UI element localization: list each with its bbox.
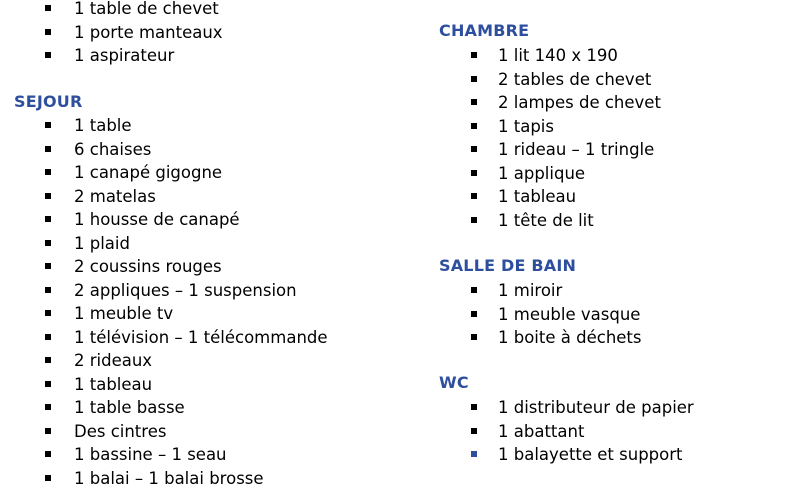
right-column <box>425 0 800 480</box>
list-item-text: Des cintres <box>74 421 167 441</box>
square-bullet-icon <box>45 428 51 434</box>
list-item-text: 1 canapé gigogne <box>74 163 223 182</box>
list-item <box>0 208 430 231</box>
square-bullet-icon <box>45 193 51 199</box>
square-bullet-icon <box>471 334 477 340</box>
list-item <box>425 279 800 302</box>
section-heading-wc: WC <box>439 373 469 392</box>
square-bullet-icon <box>471 451 477 457</box>
square-bullet-icon <box>45 310 51 316</box>
list-item <box>0 114 430 137</box>
square-bullet-icon <box>45 122 51 128</box>
list-item <box>0 279 430 302</box>
list-item-text: 1 tableau <box>74 374 153 394</box>
list-item <box>0 255 430 278</box>
list-item-text: 2 rideaux <box>74 351 153 370</box>
list-item-text: 1 meuble tv <box>74 304 174 323</box>
list-item-text: 2 coussins rouges <box>74 257 222 276</box>
list-item <box>425 68 800 91</box>
square-bullet-icon <box>45 169 51 175</box>
list-item-text: 1 bassine – 1 seau <box>74 445 227 464</box>
square-bullet-icon <box>45 263 51 269</box>
list-item <box>425 115 800 138</box>
list-item-text: 1 table <box>74 116 132 135</box>
section-heading-salle-de-bain: SALLE DE BAIN <box>439 256 577 275</box>
list-item <box>0 21 430 44</box>
list-item <box>0 44 430 67</box>
list-item <box>0 420 430 443</box>
square-bullet-icon <box>471 99 477 105</box>
square-bullet-icon <box>45 357 51 363</box>
list-item-text: 1 tableau <box>498 187 577 206</box>
list-item-text: 1 tapis <box>498 116 554 136</box>
list-item <box>0 373 430 396</box>
list-item <box>425 396 800 419</box>
list-item <box>0 138 430 161</box>
square-bullet-icon <box>471 287 477 293</box>
square-bullet-icon <box>471 52 477 58</box>
list-item-text: 1 télévision – 1 télécommande <box>74 327 328 347</box>
list-item <box>0 161 430 184</box>
list-item <box>0 232 430 255</box>
list-item <box>425 138 800 161</box>
list-item-text: 1 aspirateur <box>74 46 175 65</box>
list-item <box>425 420 800 443</box>
square-bullet-icon <box>45 404 51 410</box>
list-item-text: 1 meuble vasque <box>498 304 641 324</box>
list-item <box>425 209 800 232</box>
list-item <box>425 185 800 208</box>
list-item-text: 2 lampes de chevet <box>498 93 661 112</box>
list-item-text: 2 appliques – 1 suspension <box>74 280 297 300</box>
list-item-text: 1 balai – 1 balai brosse <box>74 468 264 488</box>
list-item-text: 1 applique <box>498 163 586 183</box>
square-bullet-icon <box>45 287 51 293</box>
square-bullet-icon <box>471 76 477 82</box>
square-bullet-icon <box>45 52 51 58</box>
list-item-text: 2 matelas <box>74 186 156 206</box>
square-bullet-icon <box>45 146 51 152</box>
square-bullet-icon <box>471 404 477 410</box>
square-bullet-icon <box>45 240 51 246</box>
list-item <box>0 443 430 466</box>
list-item-text: 1 abattant <box>498 421 585 441</box>
list-item-text: 1 tête de lit <box>498 210 594 230</box>
list-item <box>0 0 430 20</box>
square-bullet-icon <box>45 216 51 222</box>
square-bullet-icon <box>45 5 51 11</box>
list-item-text: 1 table basse <box>74 398 185 417</box>
list-item-text: 1 miroir <box>498 281 563 300</box>
square-bullet-icon <box>471 123 477 129</box>
square-bullet-icon <box>471 170 477 176</box>
list-item <box>0 326 430 349</box>
list-item <box>425 443 800 466</box>
list-item-text: 1 housse de canapé <box>74 210 240 229</box>
square-bullet-icon <box>471 217 477 223</box>
list-item <box>425 162 800 185</box>
list-item-text: 1 lit 140 x 190 <box>498 46 618 65</box>
list-item-text: 2 tables de chevet <box>498 69 652 89</box>
square-bullet-icon <box>45 334 51 340</box>
list-item <box>425 326 800 349</box>
square-bullet-icon <box>45 451 51 457</box>
square-bullet-icon <box>45 29 51 35</box>
list-item-text: 1 table de chevet <box>74 0 219 18</box>
list-item <box>0 396 430 419</box>
list-item <box>425 44 800 67</box>
list-item-text: 1 porte manteaux <box>74 22 223 42</box>
list-item-text: 1 boite à déchets <box>498 328 642 347</box>
square-bullet-icon <box>45 381 51 387</box>
list-item <box>0 349 430 372</box>
list-item <box>0 185 430 208</box>
square-bullet-icon <box>471 146 477 152</box>
list-item-text: 1 rideau – 1 tringle <box>498 140 655 159</box>
list-item <box>425 91 800 114</box>
list-item-text: 1 balayette et support <box>498 445 683 464</box>
list-item <box>425 303 800 326</box>
list-item-text: 6 chaises <box>74 139 152 159</box>
section-heading-sejour: SEJOUR <box>14 92 83 111</box>
square-bullet-icon <box>471 428 477 434</box>
list-item <box>0 302 430 325</box>
list-item <box>0 467 430 490</box>
list-item-text: 1 distributeur de papier <box>498 398 694 417</box>
list-item-text: 1 plaid <box>74 233 130 253</box>
section-heading-chambre: CHAMBRE <box>439 21 530 40</box>
square-bullet-icon <box>471 311 477 317</box>
square-bullet-icon <box>471 193 477 199</box>
